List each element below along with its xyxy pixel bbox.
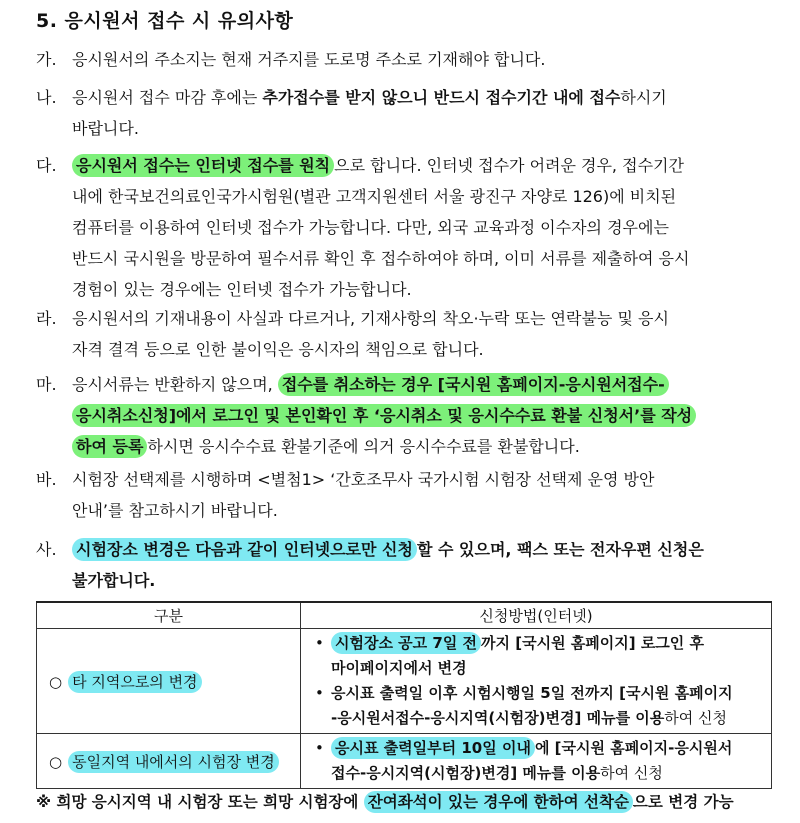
- item-marker: 사.: [36, 540, 57, 559]
- footnote: [36, 790, 734, 812]
- highlighted-text: 잔여좌석이 있는 경우에 한하여 선착순: [364, 791, 633, 813]
- exam-site-change-table: [36, 601, 772, 789]
- item-text: 안내’를 참고하시기 바랍니다.: [72, 501, 278, 520]
- circle-icon: ○: [49, 752, 63, 771]
- highlighted-text: 하여 등록: [72, 435, 147, 458]
- item-text: 응시원서 접수 마감 후에는: [72, 88, 263, 107]
- item-text: 자격 결격 등으로 인한 불이익은 응시자의 책임으로 합니다.: [72, 340, 484, 359]
- table-row: [37, 629, 772, 734]
- notice-item-na: [36, 82, 776, 144]
- highlighted-text: 접수를 취소하는 경우 [국시원 홈페이지-응시원서접수-: [278, 373, 669, 396]
- item-text: 시험장 선택제를 시행하며 <별첨1> ‘간호조무사 국가시험 시험장 선택제 운영 방안: [72, 470, 655, 489]
- item-bold-text: 에 [국시원 홈페이지-응시원서: [534, 739, 733, 757]
- item-text: 불가합니다.: [72, 571, 156, 590]
- notice-item-sa: [36, 534, 776, 596]
- highlighted-text: 응시원서 접수는 인터넷 접수를 원칙: [72, 154, 334, 177]
- table-cell-method: [301, 629, 772, 734]
- highlighted-text: 응시표 출력일부터 10일 이내: [331, 737, 535, 759]
- item-bold-text: -응시원서접수-응시지역(시험장)변경] 메뉴를 이용: [331, 709, 665, 727]
- list-item: [315, 631, 765, 681]
- item-marker: 가.: [36, 50, 57, 69]
- item-marker: 다.: [36, 156, 57, 175]
- bullet-icon: •: [315, 739, 324, 757]
- item-bold-text: 응시표 출력일 이후 시험시행일 5일 전까지 [국시원 홈페이지: [331, 684, 733, 702]
- footnote-text: 으로 변경 가능: [632, 793, 734, 811]
- section-title: 5. 응시원서 접수 시 유의사항: [36, 10, 294, 32]
- item-marker: 마.: [36, 375, 57, 394]
- footnote-text: ※ 희망 응시지역 내 시험장 또는 희망 시험장에: [36, 793, 364, 811]
- notice-item-ba: [36, 464, 776, 526]
- item-text: 내에 한국보건의료인국가시험원(별관 고객지원센터 서울 광진구 자양로 126)에 비치된: [72, 187, 677, 206]
- list-item: [315, 681, 765, 731]
- bullet-icon: •: [315, 634, 324, 652]
- notice-item-da: [36, 150, 776, 305]
- item-text: 바랍니다.: [72, 119, 139, 138]
- table-row: [37, 734, 772, 789]
- item-text: 하여 신청: [664, 709, 727, 727]
- table-cell-method: [301, 734, 772, 789]
- highlighted-text: 시험장소 공고 7일 전: [331, 632, 481, 654]
- item-text: 반드시 국시원을 방문하여 필수서류 확인 후 접수하여야 하며, 이미 서류를 제출하여 응시: [72, 249, 690, 268]
- item-text: 할 수 있으며, 팩스 또는 전자우편 신청은: [416, 540, 704, 559]
- item-text: 하시면 응시수수료 환불기준에 의거 응시수수료를 환불합니다.: [147, 437, 580, 456]
- table-header-method: 신청방법(인터넷): [301, 602, 772, 629]
- item-text: 응시서류는 반환하지 않으며,: [72, 375, 278, 394]
- item-bold-text: 까지 [국시원 홈페이지] 로그인 후: [481, 634, 705, 652]
- circle-icon: ○: [49, 672, 63, 691]
- notice-item-ma: [36, 369, 776, 462]
- item-bold-text: 추가접수를 받지 않으니 반드시 접수기간 내에 접수: [262, 88, 621, 107]
- item-bold-text: 접수-응시지역(시험장)변경] 메뉴를 이용: [331, 764, 601, 782]
- highlighted-text: 타 지역으로의 변경: [68, 671, 201, 693]
- highlighted-text: 응시취소신청]에서 로그인 및 본인확인 후 ‘응시취소 및 응시수수료 환불 신청서’를 작성: [72, 404, 696, 427]
- table-header-category: 구분: [37, 602, 301, 629]
- item-text: 으로 합니다. 인터넷 접수가 어려운 경우, 접수기간: [334, 156, 684, 175]
- table-cell-category: [37, 629, 301, 734]
- item-text: 응시원서의 기재내용이 사실과 다르거나, 기재사항의 착오·누락 또는 연락불능 및 응시: [72, 309, 669, 328]
- bullet-icon: •: [315, 684, 324, 702]
- item-marker: 바.: [36, 470, 57, 489]
- item-text: 경험이 있는 경우에는 인터넷 접수가 가능합니다.: [72, 280, 412, 299]
- notice-item-ga: [36, 44, 776, 75]
- item-text: 컴퓨터를 이용하여 인터넷 접수가 가능합니다. 다만, 외국 교육과정 이수자의 경우에는: [72, 218, 669, 237]
- highlighted-text: 시험장소 변경은 다음과 같이 인터넷으로만 신청: [72, 538, 417, 561]
- item-marker: 나.: [36, 88, 57, 107]
- highlighted-text: 동일지역 내에서의 시험장 변경: [68, 751, 279, 773]
- item-bold-text: 마이페이지에서 변경: [331, 659, 467, 677]
- table-cell-category: [37, 734, 301, 789]
- item-text: 하시기: [620, 88, 667, 107]
- table-header-row: [37, 602, 772, 629]
- list-item: [315, 736, 765, 786]
- item-text: 하여 신청: [600, 764, 663, 782]
- notice-item-ra: [36, 303, 776, 365]
- item-text: 응시원서의 주소지는 현재 거주지를 도로명 주소로 기재해야 합니다.: [72, 50, 546, 69]
- item-marker: 라.: [36, 309, 57, 328]
